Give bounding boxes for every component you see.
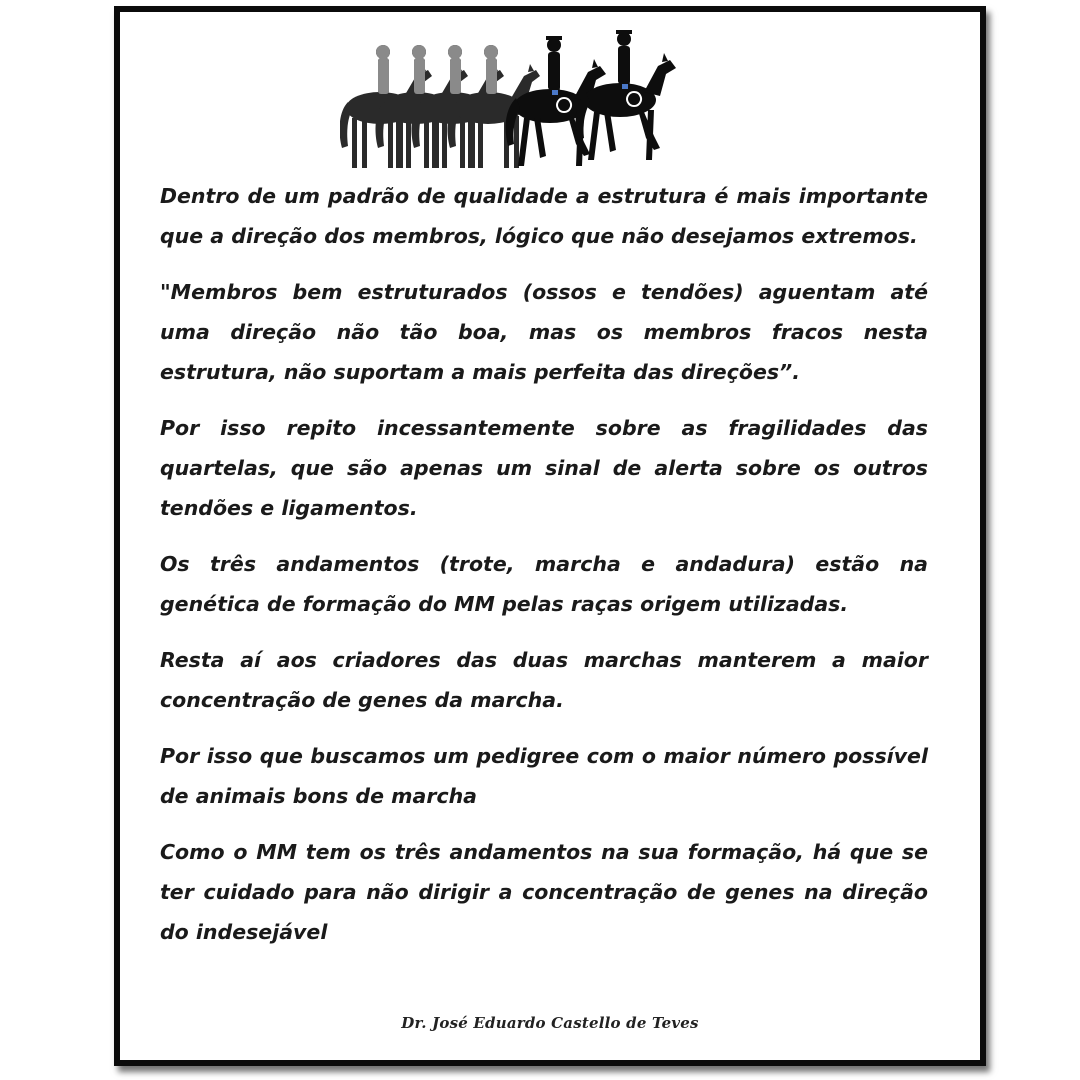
paragraph-6: Por isso que buscamos um pedigree com o maior número possível de animais bons de marcha — [160, 744, 928, 808]
paragraph-5: Resta aí aos criadores das duas marchas manterem a maior concentração de genes da marcha. — [160, 648, 928, 712]
paragraph-4: Os três andamentos (trote, marcha e andadura) estão na genética de formação do MM pelas raças origem utilizadas. — [160, 552, 928, 616]
paragraph-1: Dentro de um padrão de qualidade a estrutura é mais importante que a direção dos membros, lógico que não desejamos extremos. — [160, 184, 928, 248]
article-body — [160, 176, 928, 968]
document-frame — [114, 6, 986, 1066]
horse-riders-silhouette-icon — [340, 26, 710, 172]
author-signature: Dr. José Eduardo Castello de Teves — [401, 1014, 699, 1032]
paragraph-3: Por isso repito incessantemente sobre as fragilidades das quartelas, que são apenas um sinal de alerta sobre os outros tendões e ligamentos. — [160, 416, 928, 520]
paragraph-7: Como o MM tem os três andamentos na sua formação, há que se ter cuidado para não dirigir a concentração de genes na direção do indesejável — [160, 840, 928, 944]
paragraph-2: "Membros bem estruturados (ossos e tendões) aguentam até uma direção não tão boa, mas os membros fracos nesta estrutura, não suportam a mais perfeita das direções”. — [160, 280, 928, 384]
